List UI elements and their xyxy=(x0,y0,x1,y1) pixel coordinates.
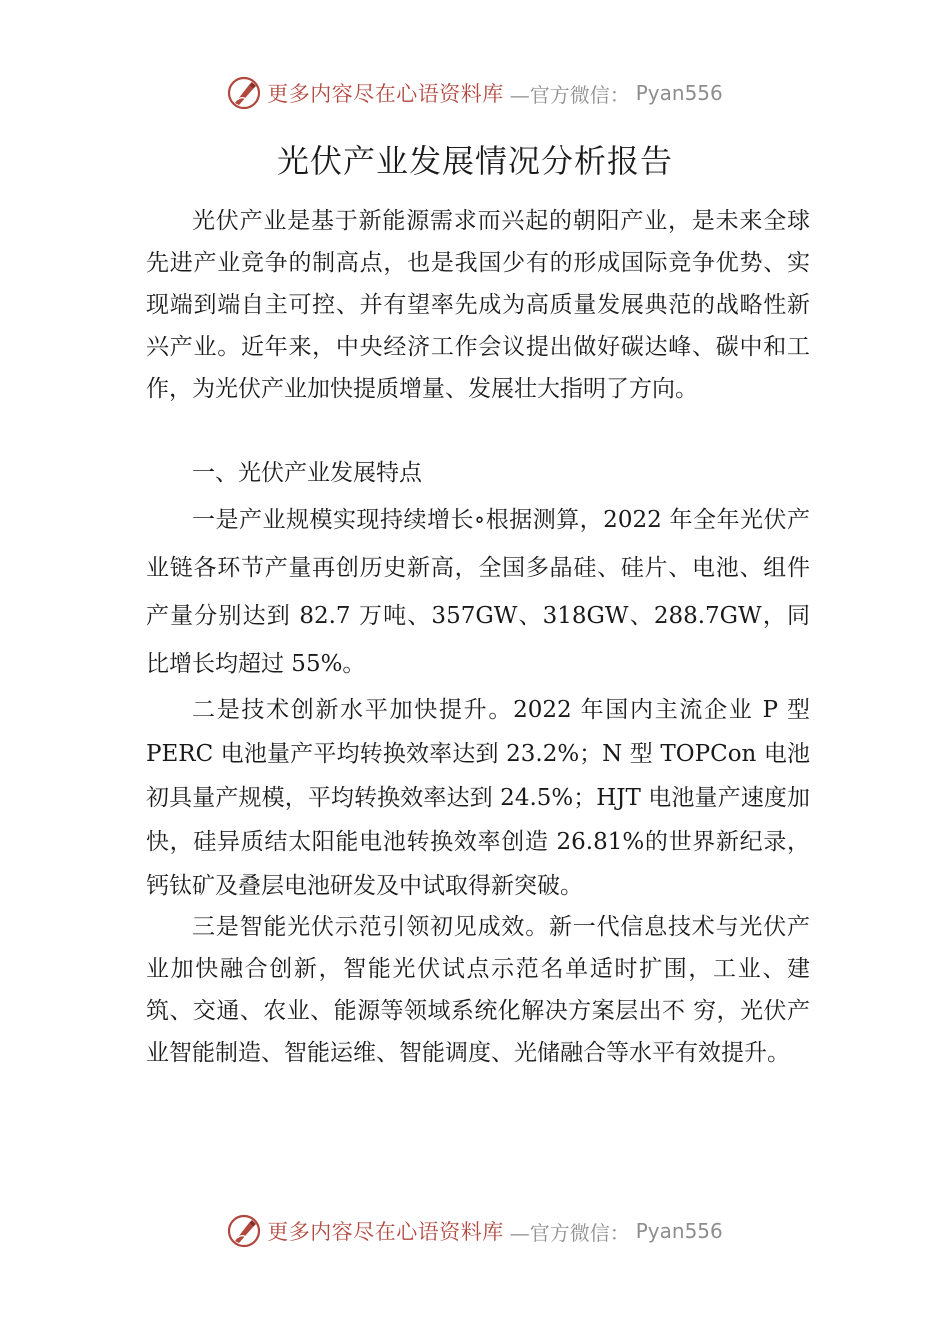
pen-nib-logo-icon xyxy=(227,1214,261,1248)
section-heading: 一、光伏产业发展特点 xyxy=(192,460,422,486)
footer-watermark xyxy=(0,1211,950,1251)
watermark-official-label: —官方微信： xyxy=(509,1220,630,1245)
pen-nib-logo-icon xyxy=(227,76,261,110)
watermark-brand-text: 更多内容尽在心语资料库 xyxy=(267,82,504,106)
paragraph-intro: 光伏产业是基于新能源需求而兴起的朝阳产业，是未来全球先进产业竞争的制高点，也是我国少有的形成国际竞争优势、实现端到端自主可控、并有望率先成为高质量发展典范的战略性新兴产业。近年来，中央经济工作会议提出做好碳达峰、碳中和工作，为光伏产业加快提质增量、发展壮大指明了方向。 xyxy=(146,208,810,402)
watermark-brand-text: 更多内容尽在心语资料库 xyxy=(267,1220,504,1244)
paragraph-point-two: 二是技术创新水平加快提升。2022 年国内主流企业 P 型 PERC 电池量产平均转换效率达到 23.2%；N 型 TOPCon 电池初具量产规模，平均转换效率达到 24.5%；HJT 电池量产速度加快，硅异质结太阳能电池转换效率创造 26.81%的世界新纪录，钙钛矿及叠层电池研发及中试取得新突破。 xyxy=(146,697,810,899)
watermark-official-label: —官方微信： xyxy=(509,82,630,107)
watermark-handle: Pyan556 xyxy=(635,1219,723,1243)
paragraph-point-one: 一是产业规模实现持续增长∘根据测算，2022 年全年光伏产业链各环节产量再创历史新高，全国多晶硅、硅片、电池、组件产量分别达到 82.7 万吨、357GW、318GW、288.7GW，同比增长均超过 55%。 xyxy=(146,507,810,677)
paragraph-point-three: 三是智能光伏示范引领初见成效。新一代信息技术与光伏产业加快融合创新，智能光伏试点示范名单适时扩围，工业、建筑、交通、农业、能源等领域系统化解决方案层出不 穷，光伏产业智能制造、智能运维、智能调度、光储融合等水平有效提升。 xyxy=(146,914,810,1066)
header-watermark xyxy=(0,73,950,113)
document-title: 光伏产业发展情况分析报告 xyxy=(276,142,673,180)
watermark-handle: Pyan556 xyxy=(635,81,723,105)
